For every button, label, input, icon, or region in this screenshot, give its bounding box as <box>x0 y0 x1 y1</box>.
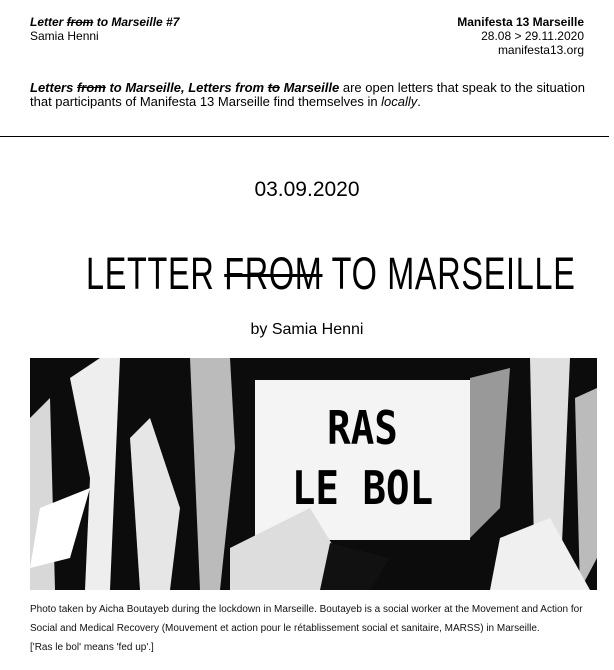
byline: by Samia Henni <box>250 321 364 338</box>
caption-translation: ['Ras le bol' means 'fed up'.] <box>30 642 154 653</box>
series-title-struck: from <box>66 15 94 29</box>
intro-struck-to: to <box>267 80 280 95</box>
sign-line-2: LE BOL <box>291 461 434 515</box>
title-struck: FROM <box>224 248 323 299</box>
sign-line-1: RAS <box>327 401 398 455</box>
letter-date: 03.09.2020 <box>254 178 360 201</box>
intro-title: Letters <box>30 80 77 95</box>
letter-header-right <box>457 15 584 57</box>
letter-title <box>85 248 576 300</box>
intro-title-3: Marseille <box>279 80 340 95</box>
intro-title-2: to Marseille, Letters from <box>105 80 268 95</box>
author: Samia Henni <box>30 29 99 43</box>
series-title <box>30 15 179 29</box>
sign-text <box>271 398 454 518</box>
series-title-text-end: to Marseille #7 <box>93 15 180 29</box>
intro-struck-from: from <box>76 80 106 95</box>
divider <box>0 136 609 137</box>
photo-ras-le-bol <box>30 358 597 590</box>
intro-body: are open letters that speak to the situation that participants of Manifesta 13 Marseille find themselves in <box>30 80 585 109</box>
title-text: LETTER <box>85 248 225 299</box>
series-title-text: Letter <box>30 15 67 29</box>
website-link[interactable]: manifesta13.org <box>497 43 584 57</box>
intro-emphasis: locally <box>381 94 418 109</box>
letter-header-left <box>30 15 179 43</box>
photo-caption <box>30 600 600 657</box>
intro-paragraph <box>30 81 590 109</box>
org-name: Manifesta 13 Marseille <box>457 15 584 29</box>
intro-end: . <box>417 94 421 109</box>
title-text-end: TO MARSEILLE <box>322 248 576 299</box>
caption-text: Photo taken by Aicha Boutayeb during the lockdown in Marseille. Boutayeb is a social worker at the Movement and Action for Social and Medical Recovery (Mouvement et action pour le rétablissement social et sanitaire, MARSS) in Marseille. <box>30 604 583 634</box>
event-dates: 28.08 > 29.11.2020 <box>481 29 584 43</box>
